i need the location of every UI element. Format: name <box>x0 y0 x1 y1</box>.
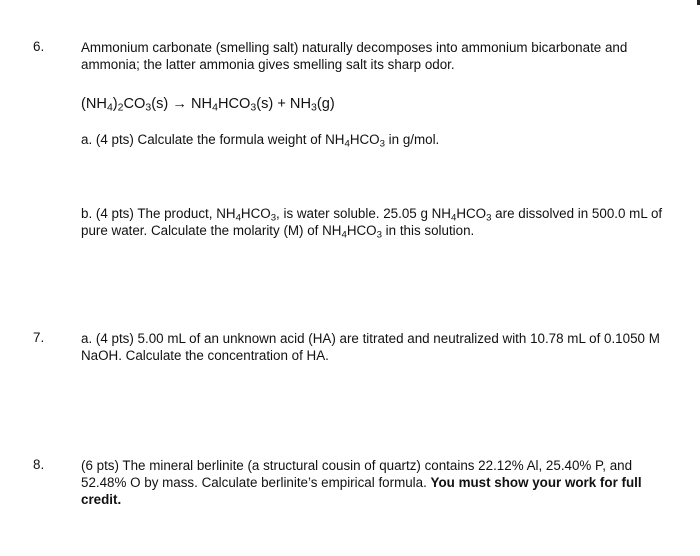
eq-state: (g) <box>316 96 335 112</box>
eq-state: (s) <box>151 96 169 112</box>
text-run: are dissolved in 500.0 mL of pure water. Calculate the molarity (M) of NH <box>81 206 663 238</box>
text-run: HCO <box>346 223 377 238</box>
eq-part: NH <box>289 96 311 112</box>
question-6-part-b <box>81 205 681 239</box>
eq-subscript: 2 <box>117 101 124 114</box>
question-number: 8. <box>33 457 45 472</box>
text-run: in g/mol. <box>384 132 440 147</box>
eq-part: HCO <box>217 96 251 112</box>
text-run: HCO <box>456 206 487 221</box>
subscript: 3 <box>270 212 277 224</box>
subscript: 4 <box>344 138 350 150</box>
eq-subscript: 3 <box>311 101 317 114</box>
eq-subscript: 3 <box>145 101 152 114</box>
question-number: 6. <box>33 39 45 54</box>
text-run: (6 pts) The mineral berlinite (a structural cousin of quartz) contains 22.12% Al, 25.40% P, and 52.48% O by mass. Calculate berlinite’s empirical formula. <box>81 458 633 490</box>
question-6-intro: Ammonium carbonate (smelling salt) naturally decomposes into ammonium bicarbonate and ammonia; the latter ammonia gives smelling salt its sharp odor. <box>81 40 628 72</box>
question-6-part-a <box>81 131 681 148</box>
reaction-arrow: → <box>172 96 187 112</box>
text-run: HCO <box>240 206 271 221</box>
subscript: 3 <box>376 229 382 241</box>
question-7-text: a. (4 pts) 5.00 mL of an unknown acid (HA) are titrated and neutralized with 10.78 mL of 0.1050 M NaOH. Calculate the concentration of HA. <box>81 331 660 363</box>
question-number: 7. <box>33 330 45 345</box>
question-8-text <box>81 457 681 508</box>
eq-plus: + <box>277 96 286 112</box>
text-run: , is water soluble. 25.05 g NH <box>276 206 451 221</box>
subscript: 4 <box>235 212 241 224</box>
eq-part: CO <box>123 96 146 112</box>
eq-subscript: 3 <box>250 101 257 114</box>
subscript: 3 <box>379 138 385 150</box>
eq-state: (s) <box>256 96 274 112</box>
text-run: a. (4 pts) Calculate the formula weight of NH <box>81 132 345 147</box>
eq-part: (NH <box>81 96 107 112</box>
eq-part: NH <box>191 96 213 112</box>
text-run: in this solution. <box>381 223 475 238</box>
bold-instruction: You must show your work for full credit. <box>81 475 642 507</box>
subscript: 4 <box>450 212 457 224</box>
eq-part: ) <box>112 96 118 112</box>
chemical-equation <box>81 96 335 112</box>
eq-subscript: 4 <box>212 101 218 114</box>
text-run: HCO <box>349 132 380 147</box>
subscript: 4 <box>341 229 347 241</box>
subscript: 3 <box>486 212 492 224</box>
eq-subscript: 4 <box>106 101 113 114</box>
text-run: b. (4 pts) The product, NH <box>81 206 236 221</box>
